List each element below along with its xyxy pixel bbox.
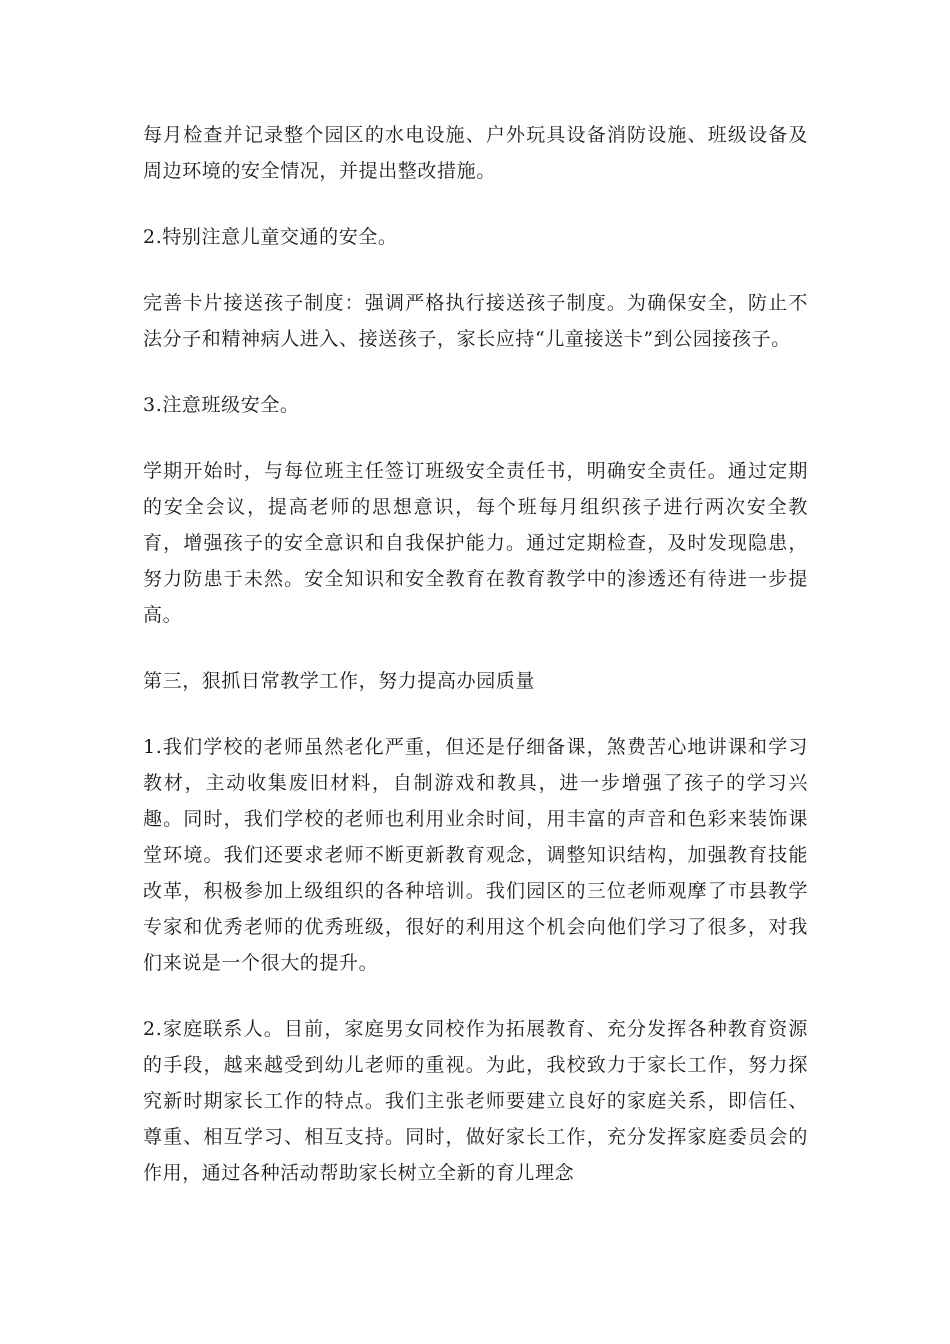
paragraph-pickup-card: 完善卡片接送孩子制度：强调严格执行接送孩子制度。为确保安全，防止不法分子和精神病人进入、接送孩子，家长应持“儿童接送卡”到公园接孩子。 <box>143 292 808 350</box>
paragraph-safety-responsibility: 学期开始时，与每位班主任签订班级安全责任书，明确安全责任。通过定期的安全会议，提高老师的思想意识，每个班每月组织孩子进行两次安全教育，增强孩子的安全意识和自我保护能力。通过定期检查，及时发现隐患，努力防患于未然。安全知识和安全教育在教育教学中的渗透还有待进一步提高。 <box>143 460 808 626</box>
heading-class-safety: 3.注意班级安全。 <box>143 394 300 416</box>
document-body <box>143 117 808 1221</box>
heading-teaching-quality: 第三，狠抓日常教学工作，努力提高办园质量 <box>143 670 536 692</box>
paragraph-family-contact: 2.家庭联系人。目前，家庭男女同校作为拓展教育、充分发挥各种教育资源的手段，越来越受到幼儿老师的重视。为此，我校致力于家长工作，努力探究新时期家长工作的特点。我们主张老师要建立良好的家庭关系，即信任、尊重、相互学习、相互支持。同时，做好家长工作，充分发挥家庭委员会的作用，通过各种活动帮助家长树立全新的育儿理念 <box>143 1018 808 1184</box>
paragraph-teacher-preparation: 1.我们学校的老师虽然老化严重，但还是仔细备课，煞费苦心地讲课和学习教材，主动收集废旧材料，自制游戏和教具，进一步增强了孩子的学习兴趣。同时，我们学校的老师也利用业余时间，用丰富的声音和色彩来装饰课堂环境。我们还要求老师不断更新教育观念，调整知识结构，加强教育技能改革，积极参加上级组织的各种培训。我们园区的三位老师观摩了市县教学专家和优秀老师的优秀班级，很好的利用这个机会向他们学习了很多，对我们来说是一个很大的提升。 <box>143 736 808 974</box>
heading-traffic-safety: 2.特别注意儿童交通的安全。 <box>143 226 398 248</box>
paragraph-facility-inspection: 每月检查并记录整个园区的水电设施、户外玩具设备消防设施、班级设备及周边环境的安全情况，并提出整改措施。 <box>143 124 808 182</box>
